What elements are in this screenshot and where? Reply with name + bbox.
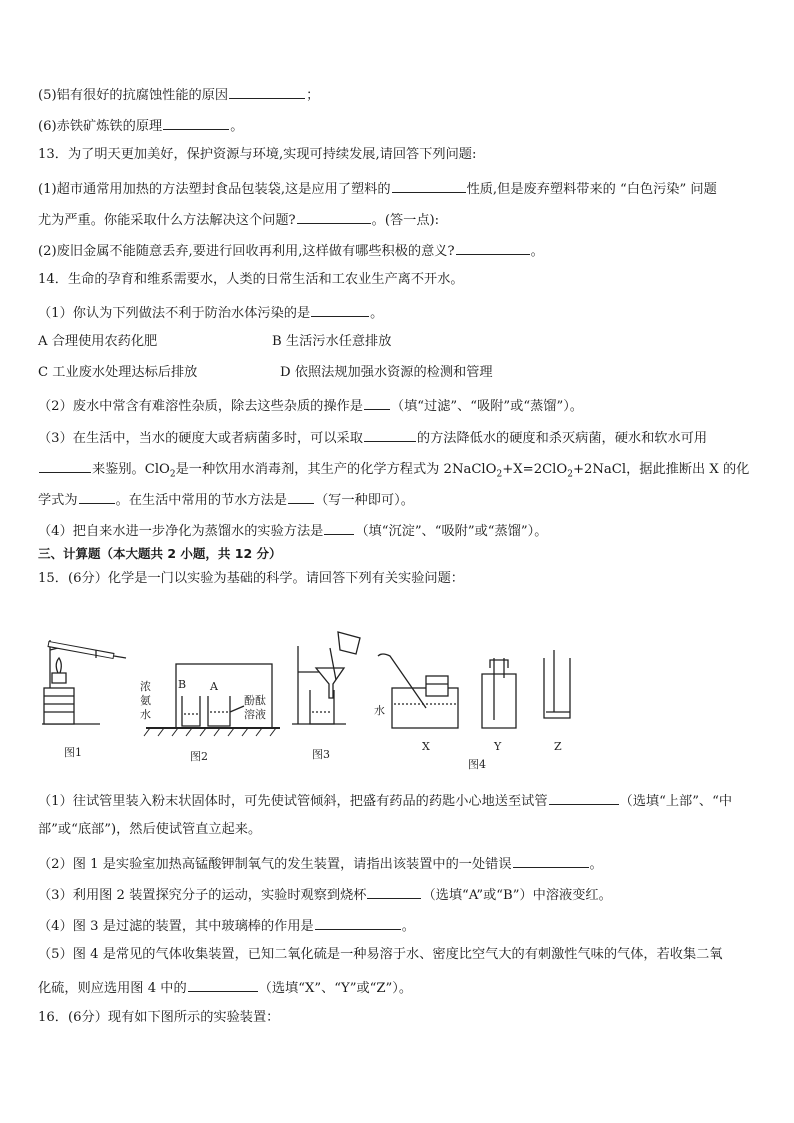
label-a: A bbox=[210, 680, 218, 693]
q14-part3-text: （3）在生活中，当水的硬度大或者病菌多时，可以采取 bbox=[38, 431, 363, 446]
q14-part3-line2 bbox=[38, 458, 758, 484]
q15-part5-text2: 化硫，则应选用图 4 中的 bbox=[38, 981, 187, 996]
answer-blank[interactable] bbox=[163, 115, 229, 130]
q15-part2 bbox=[38, 853, 758, 874]
q14-part4-text2: （填“沉淀”、“吸附”或“蒸馏”）。 bbox=[355, 524, 548, 539]
fig1-apparatus bbox=[42, 640, 126, 724]
q14-part1-text: （1）你认为下列做法不利于防治水体污染的是 bbox=[38, 306, 311, 321]
subscript: 2 bbox=[169, 469, 176, 480]
q15-part2-end: 。 bbox=[589, 857, 603, 872]
answer-blank[interactable] bbox=[364, 395, 390, 410]
q15-part1-line2: 部”或“底部”)，然后使试管直立起来。 bbox=[38, 822, 262, 837]
q15-part4 bbox=[38, 915, 758, 936]
q15-part3 bbox=[38, 884, 758, 905]
label-phenolphthalein: 酚酞 bbox=[244, 694, 266, 707]
answer-blank[interactable] bbox=[311, 302, 369, 317]
fig2-caption: 图2 bbox=[190, 750, 208, 763]
section-heading: 三、计算题（本大题共 2 小题，共 12 分） bbox=[38, 546, 282, 561]
label-an: 氨 bbox=[140, 694, 151, 707]
label-shui: 水 bbox=[140, 708, 151, 721]
q15-part5-text3: （选填“X”、“Y”或“Z”）。 bbox=[258, 981, 413, 996]
q14-option-b: B 生活污水任意排放 bbox=[272, 334, 392, 349]
q15-stem: 15．(6分）化学是一门以实验为基础的科学。请回答下列有关实验问题： bbox=[38, 571, 464, 586]
answer-blank[interactable] bbox=[324, 520, 354, 535]
q15-part4-text: （4）图 3 是过滤的装置，其中玻璃棒的作用是 bbox=[38, 919, 314, 934]
label-x: X bbox=[422, 740, 430, 753]
q16-stem: 16．(6分）现有如下图所示的实验装置： bbox=[38, 1010, 280, 1025]
q15-part1-text: （1）往试管里装入粉末状固体时，可先使试管倾斜，把盛有药品的药匙小心地送至试管 bbox=[38, 794, 548, 809]
q14-stem: 14．生命的孕育和维系需要水，人类的日常生活和工农业生产离不开水。 bbox=[38, 272, 464, 287]
q14-part3-line3 bbox=[38, 489, 758, 510]
label-z: Z bbox=[554, 740, 562, 753]
fig4-apparatus bbox=[378, 650, 570, 728]
answer-blank[interactable] bbox=[549, 790, 619, 805]
q13-part2-text: (2)废旧金属不能随意丢弃,要进行回收再利用,这样做有哪些积极的意义? bbox=[38, 244, 455, 259]
q14-part3-text3: 来鉴别。ClO bbox=[92, 462, 170, 477]
answer-blank[interactable] bbox=[315, 915, 401, 930]
answer-blank[interactable] bbox=[229, 84, 305, 99]
q14-option-c: C 工业废水处理达标后排放 bbox=[38, 365, 198, 380]
answer-blank[interactable] bbox=[367, 884, 421, 899]
q15-part5-line1: （5）图 4 是常见的气体收集装置，已知二氧化硫是一种易溶于水、密度比空气大的有刺激性气味的气体，若收集二氧 bbox=[38, 947, 723, 962]
fig1-caption: 图1 bbox=[64, 746, 82, 759]
q15-part4-end: 。 bbox=[401, 919, 415, 934]
q13-stem: 13．为了明天更加美好，保护资源与环境,实现可持续发展,请回答下列问题: bbox=[38, 147, 477, 162]
answer-blank[interactable] bbox=[513, 853, 589, 868]
q14-part4-text: （4）把自来水进一步净化为蒸馏水的实验方法是 bbox=[38, 524, 324, 539]
q14-option-a: A 合理使用农药化肥 bbox=[38, 334, 158, 349]
apparatus-figure bbox=[30, 628, 770, 778]
q13-part1-text3: 尤为严重。你能采取什么方法解决这个问题? bbox=[38, 213, 296, 228]
answer-blank[interactable] bbox=[79, 489, 115, 504]
q15-part5-line2 bbox=[38, 977, 758, 998]
q14-part2-text2: （填“过滤”、“吸附”或“蒸馏”）。 bbox=[390, 399, 583, 414]
label-b: B bbox=[178, 678, 187, 691]
answer-blank[interactable] bbox=[39, 458, 91, 473]
q12-part6-text: (6)赤铁矿炼铁的原理 bbox=[38, 119, 163, 134]
q13-part1-text: (1)超市通常用加热的方法塑封食品包装袋,这是应用了塑料的 bbox=[38, 182, 391, 197]
q14-part3-text2: 的方法降低水的硬度和杀灭病菌，硬水和软水可用 bbox=[416, 431, 708, 446]
q14-part3-text6: +2NaCl，据此推断出 X 的化 bbox=[572, 462, 750, 477]
q14-option-d: D 依照法规加强水资源的检测和管理 bbox=[280, 365, 493, 380]
q14-part3-text8: 。在生活中常用的节水方法是 bbox=[115, 493, 287, 508]
q12-part5 bbox=[38, 84, 758, 105]
answer-blank[interactable] bbox=[188, 977, 258, 992]
q14-part3-text9: （写一种即可）。 bbox=[315, 493, 414, 508]
answer-blank[interactable] bbox=[364, 427, 416, 442]
fig3-caption: 图3 bbox=[312, 748, 330, 761]
subscript: 2 bbox=[496, 469, 503, 480]
answer-blank[interactable] bbox=[297, 209, 371, 224]
q13-part2 bbox=[38, 240, 758, 261]
q15-part1-text2: （选填“上部”、“中 bbox=[619, 794, 733, 809]
q13-part1-line1 bbox=[38, 178, 758, 199]
q15-part1-line1 bbox=[38, 790, 758, 811]
q14-part3-text5: +X=2ClO bbox=[502, 462, 568, 477]
answer-blank[interactable] bbox=[456, 240, 530, 255]
q14-part3-text7: 学式为 bbox=[38, 493, 78, 508]
q12-part6 bbox=[38, 115, 758, 136]
q14-part4 bbox=[38, 520, 758, 541]
subscript: 2 bbox=[567, 469, 573, 480]
label-solution: 溶液 bbox=[244, 708, 266, 721]
q14-part3-text4: 是一种饮用水消毒剂，其生产的化学方程式为 2NaClO bbox=[175, 462, 497, 477]
q12-part5-end: ； bbox=[306, 88, 320, 103]
q13-part1-text2: 性质,但是废弃塑料带来的 “白色污染” 问题 bbox=[466, 182, 717, 197]
label-y: Y bbox=[494, 740, 502, 753]
q14-part2-text: （2）废水中常含有难溶性杂质，除去这些杂质的操作是 bbox=[38, 399, 363, 414]
fig3-apparatus bbox=[292, 632, 360, 724]
label-nong: 浓 bbox=[140, 680, 151, 693]
q13-part1-line2 bbox=[38, 209, 758, 230]
answer-blank[interactable] bbox=[392, 178, 466, 193]
label-water: 水 bbox=[374, 704, 385, 717]
q13-part1-text4: 。(答一点): bbox=[371, 213, 440, 228]
fig4-caption: 图4 bbox=[468, 758, 486, 771]
q15-part3-text: （3）利用图 2 装置探究分子的运动，实验时观察到烧杯 bbox=[38, 888, 367, 903]
q15-part3-text2: （选填“A”或“B”）中溶液变红。 bbox=[422, 888, 612, 903]
q15-part2-text: （2）图 1 是实验室加热高锰酸钾制氧气的发生装置，请指出该装置中的一处错误 bbox=[38, 857, 512, 872]
q14-part1-end: 。 bbox=[370, 306, 384, 321]
q14-part3-line1 bbox=[38, 427, 758, 448]
q13-part2-end: 。 bbox=[530, 244, 544, 259]
q14-part1 bbox=[38, 302, 758, 323]
answer-blank[interactable] bbox=[288, 489, 314, 504]
q14-part2 bbox=[38, 395, 758, 416]
q12-part5-text: (5)铝有很好的抗腐蚀性能的原因 bbox=[38, 88, 229, 103]
q12-part6-end: 。 bbox=[230, 119, 244, 134]
